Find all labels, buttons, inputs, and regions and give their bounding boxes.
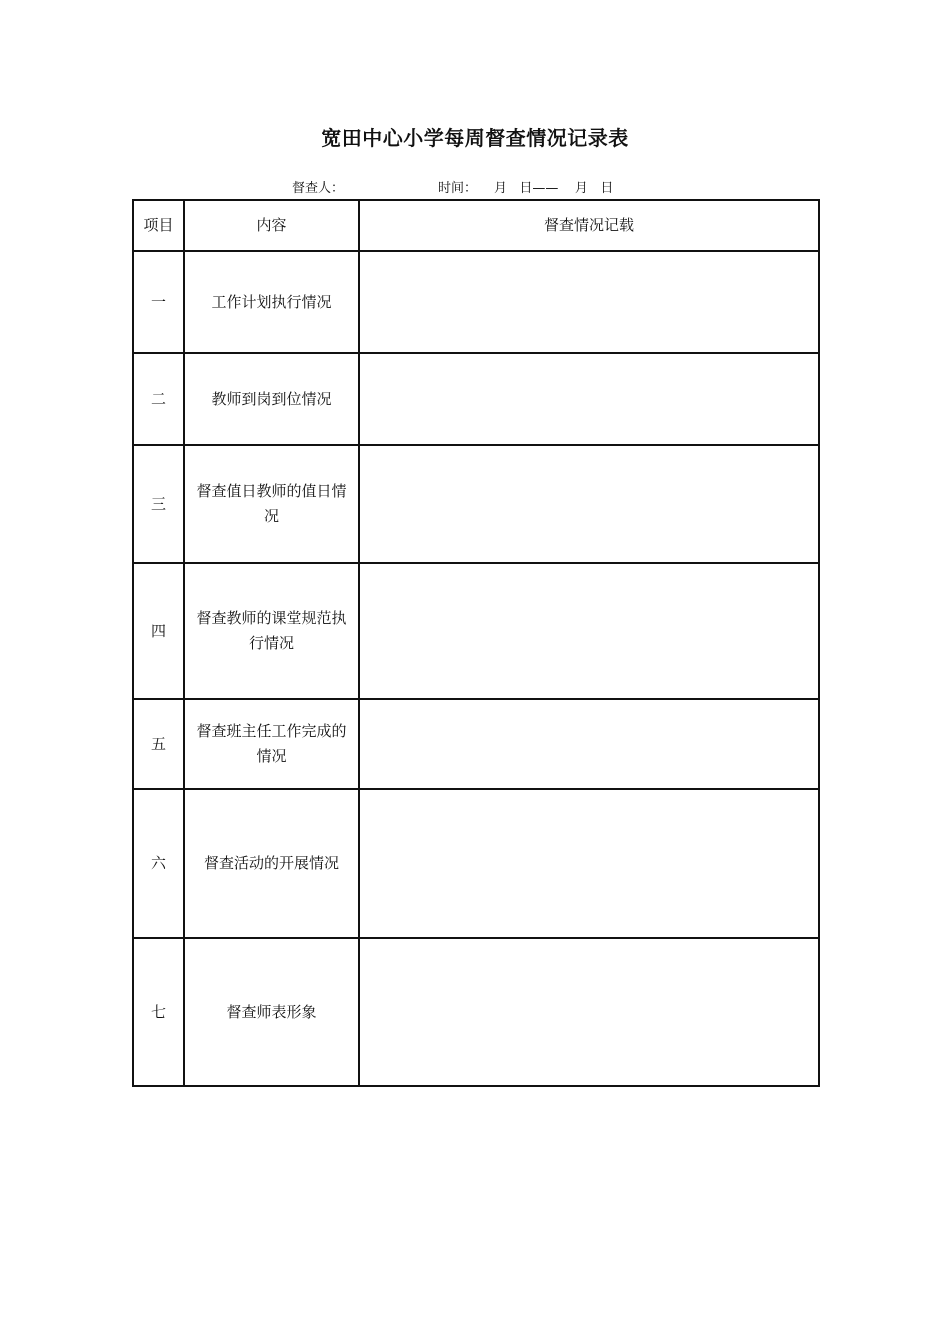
document-title: 宽田中心小学每周督查情况记录表 xyxy=(321,126,629,150)
row-content: 督查师表形象 xyxy=(184,938,359,1086)
table-row xyxy=(133,789,819,938)
header-row xyxy=(133,200,819,251)
row-content: 督查班主任工作完成的情况 xyxy=(184,699,359,789)
row-item-number: 三 xyxy=(133,445,184,563)
row-content: 督查活动的开展情况 xyxy=(184,789,359,938)
table-row xyxy=(133,251,819,353)
row-item-number: 二 xyxy=(133,353,184,445)
row-item-number: 七 xyxy=(133,938,184,1086)
row-item-number: 六 xyxy=(133,789,184,938)
row-record-cell[interactable] xyxy=(359,938,819,1086)
row-record-cell[interactable] xyxy=(359,789,819,938)
row-item-number: 五 xyxy=(133,699,184,789)
table-row xyxy=(133,353,819,445)
row-record-cell[interactable] xyxy=(359,563,819,699)
header-record: 督查情况记载 xyxy=(359,200,819,251)
row-content: 教师到岗到位情况 xyxy=(184,353,359,445)
row-record-cell[interactable] xyxy=(359,699,819,789)
row-item-number: 一 xyxy=(133,251,184,353)
header-content: 内容 xyxy=(184,200,359,251)
row-record-cell[interactable] xyxy=(359,251,819,353)
table-row xyxy=(133,563,819,699)
row-record-cell[interactable] xyxy=(359,353,819,445)
header-item: 项目 xyxy=(133,200,184,251)
table-row xyxy=(133,938,819,1086)
row-content: 督查值日教师的值日情况 xyxy=(184,445,359,563)
inspector-label: 督查人： xyxy=(292,181,345,196)
row-record-cell[interactable] xyxy=(359,445,819,563)
row-content: 工作计划执行情况 xyxy=(184,251,359,353)
table-row xyxy=(133,699,819,789)
meta-line xyxy=(0,177,950,195)
time-label: 时间： xyxy=(438,181,478,196)
inspection-record-table xyxy=(132,199,820,1087)
row-content: 督查教师的课堂规范执行情况 xyxy=(184,563,359,699)
row-item-number: 四 xyxy=(133,563,184,699)
table-row xyxy=(133,445,819,563)
date-range: 月 日—— 月 日 xyxy=(494,181,614,196)
